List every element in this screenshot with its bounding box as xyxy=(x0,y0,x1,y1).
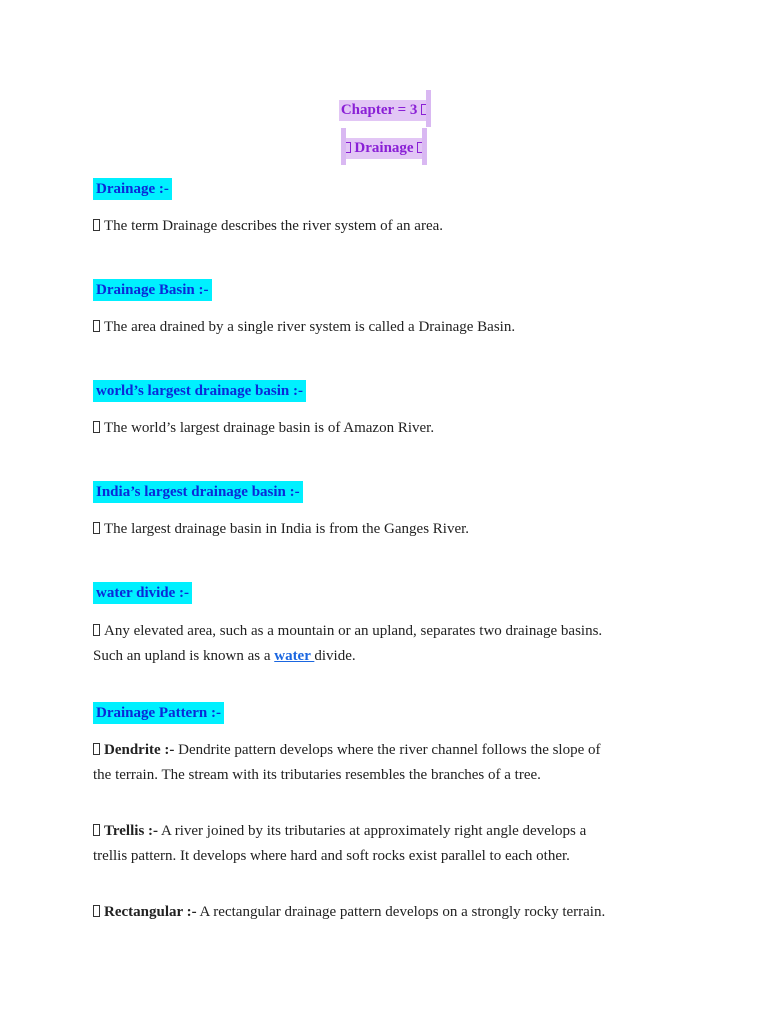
section-text xyxy=(93,619,678,669)
bullet-icon xyxy=(93,743,100,755)
bullet-icon xyxy=(93,219,100,231)
highlight-bar xyxy=(426,90,431,127)
chapter-title-text: Chapter = 3 xyxy=(340,102,418,118)
text-line-content: Any elevated area, such as a mountain or an upland, separates two drainage basins. xyxy=(104,623,603,639)
section-heading: Drainage Pattern :- xyxy=(93,702,224,724)
text-line-content: Such an upland is known as a xyxy=(93,648,275,664)
section-heading: world’s largest drainage basin :- xyxy=(93,380,306,402)
text-line xyxy=(93,619,678,644)
section-text xyxy=(93,315,678,340)
text-line-content: A rectangular drainage pattern develops on a strongly rocky terrain. xyxy=(196,904,606,920)
section-heading: water divide :- xyxy=(93,582,192,604)
text-line xyxy=(93,819,678,844)
text-line xyxy=(93,644,678,669)
text-line-content: divide. xyxy=(314,648,356,664)
section-text xyxy=(93,517,678,542)
pattern-term: Dendrite :- xyxy=(104,742,175,758)
text-line xyxy=(93,738,678,763)
pattern-item xyxy=(93,900,678,925)
chapter-subtitle-text: Drainage xyxy=(354,140,414,156)
text-line-content: Dendrite pattern develops where the river channel follows the slope of xyxy=(174,742,601,758)
bullet-icon xyxy=(93,421,100,433)
bullet-icon xyxy=(93,522,100,534)
section-text-content: The term Drainage describes the river system of an area. xyxy=(104,218,444,234)
pattern-item xyxy=(93,819,678,869)
bullet-icon xyxy=(93,624,100,636)
pattern-term: Rectangular :- xyxy=(104,904,197,920)
chapter-subtitle-row xyxy=(0,138,768,159)
text-line xyxy=(93,900,678,925)
section-text-content: The world’s largest drainage basin is of Amazon River. xyxy=(104,420,435,436)
chapter-title xyxy=(339,100,429,121)
bullet-icon xyxy=(93,824,100,836)
chapter-subtitle xyxy=(343,138,426,159)
section-text-content: The largest drainage basin in India is from the Ganges River. xyxy=(104,521,470,537)
section-heading: Drainage :- xyxy=(93,178,172,200)
pattern-item xyxy=(93,738,678,788)
text-line-content: A river joined by its tributaries at approximately right angle develops a xyxy=(158,823,587,839)
bullet-icon xyxy=(93,320,100,332)
chapter-title-row xyxy=(0,100,768,121)
water-link[interactable]: water xyxy=(274,648,315,664)
section-text xyxy=(93,214,678,239)
highlight-bar xyxy=(422,128,427,165)
text-line: trellis pattern. It develops where hard and soft rocks exist parallel to each other. xyxy=(93,848,570,864)
section-heading: India’s largest drainage basin :- xyxy=(93,481,303,503)
highlight-bar xyxy=(341,128,346,165)
pattern-term: Trellis :- xyxy=(104,823,159,839)
section-heading: Drainage Basin :- xyxy=(93,279,212,301)
section-text-content: The area drained by a single river system is called a Drainage Basin. xyxy=(104,319,516,335)
bullet-icon xyxy=(93,905,100,917)
text-line: the terrain. The stream with its tributaries resembles the branches of a tree. xyxy=(93,767,541,783)
section-text xyxy=(93,416,678,441)
